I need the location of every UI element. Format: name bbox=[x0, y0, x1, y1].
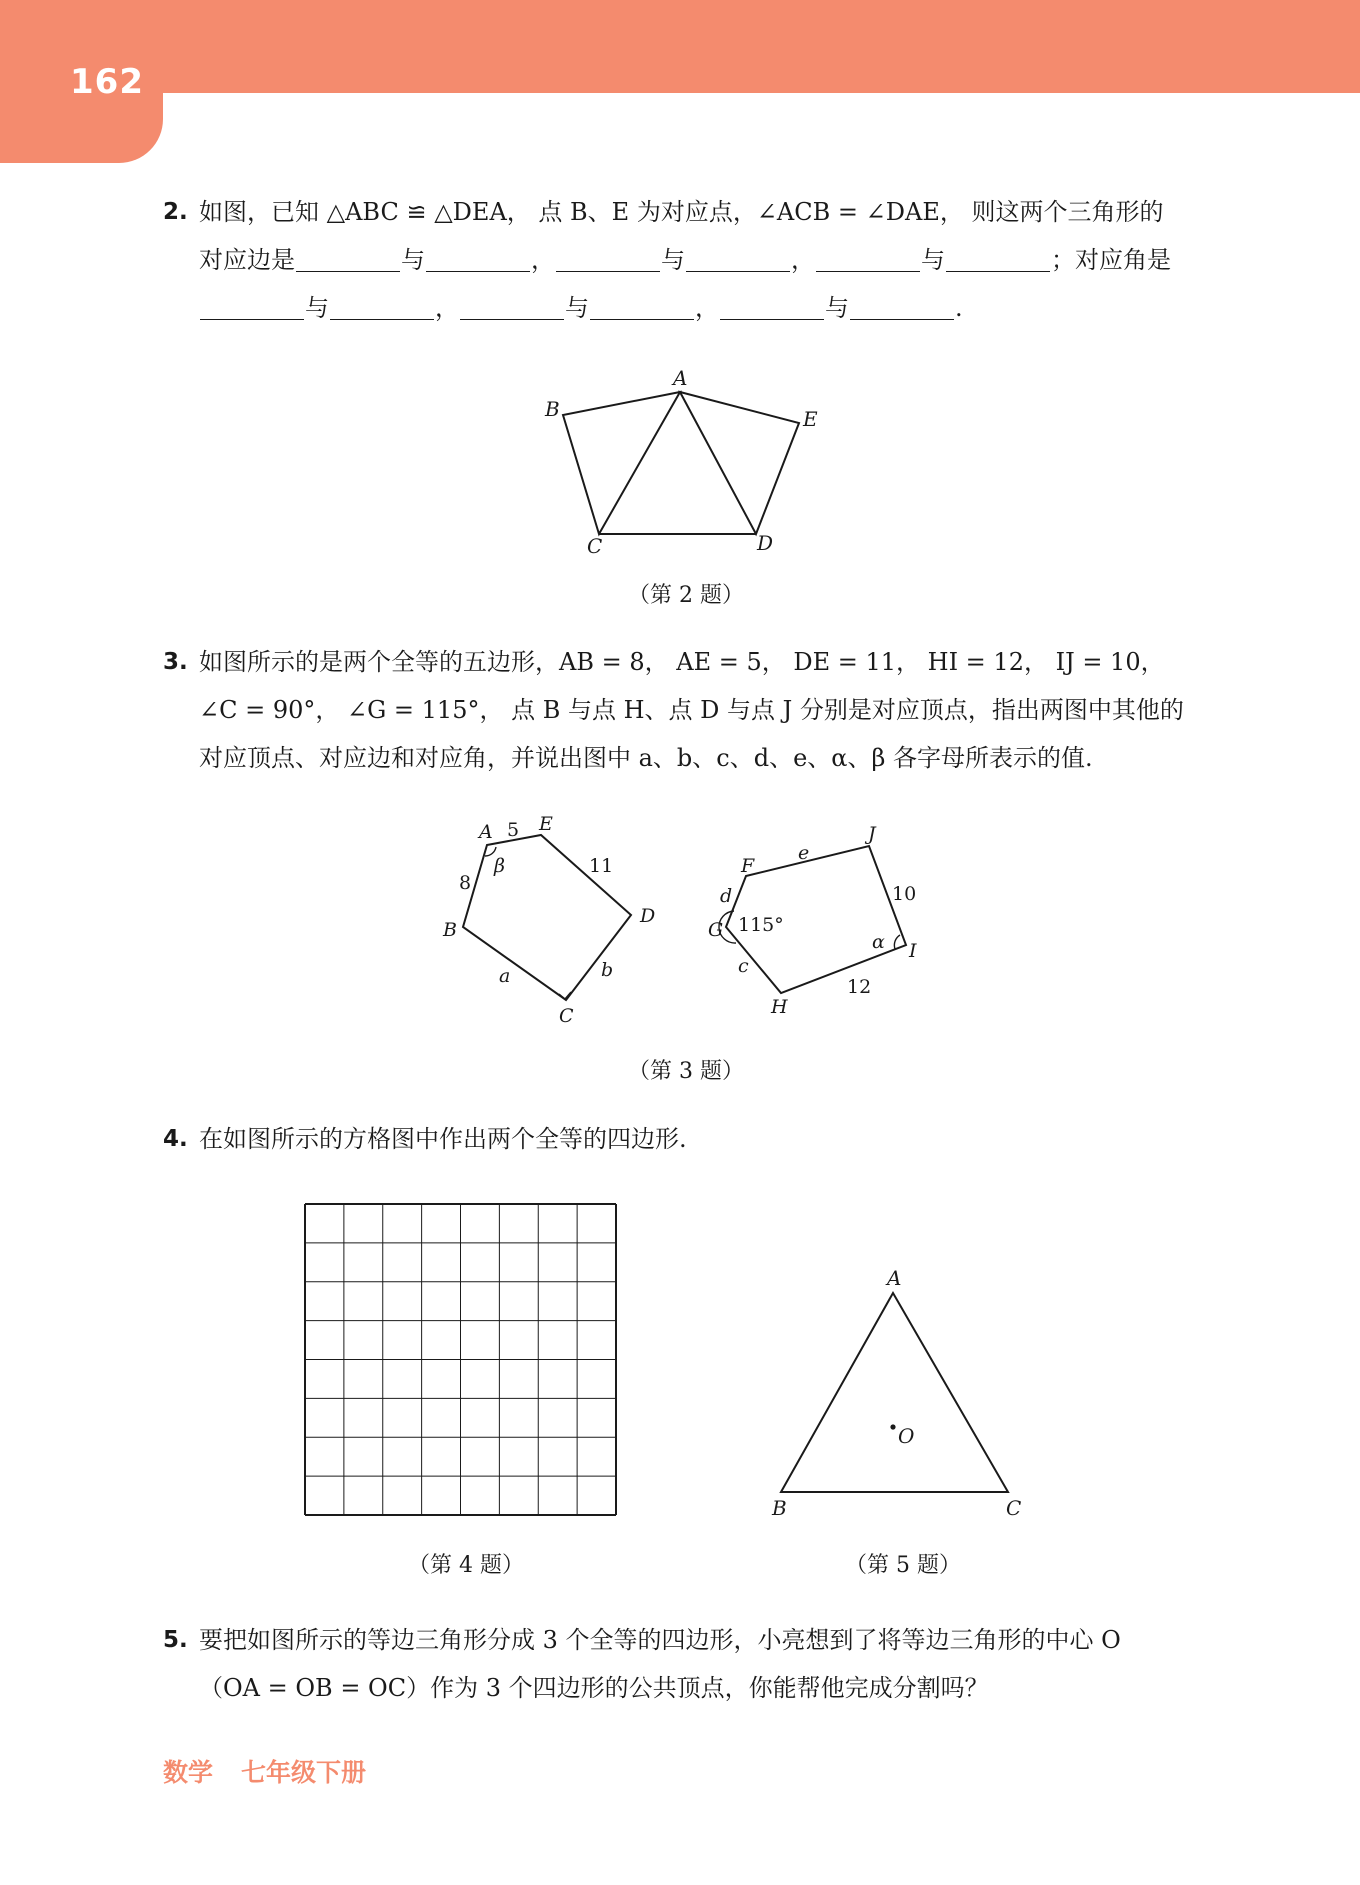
text-segment: 与 bbox=[825, 294, 849, 322]
vertex-label-d: D bbox=[757, 531, 774, 555]
side-label-a: a bbox=[499, 965, 511, 987]
problem-text-line: 要把如图所示的等边三角形分成 3 个全等的四边形，小亮想到了将等边三角形的中心 O bbox=[199, 1626, 1121, 1654]
text-segment: 与 bbox=[565, 294, 589, 322]
problem-number: 4. bbox=[163, 1126, 188, 1152]
side-label-5: 5 bbox=[507, 819, 520, 841]
problem-text-line: ∠C = 90°， ∠G = 115°， 点 B 与点 H、点 D 与点 J 分别是对应顶点，指出两图中其他的 bbox=[199, 696, 1184, 724]
figure-caption: （第 3 题） bbox=[628, 1059, 744, 1084]
text-segment: ， bbox=[435, 294, 459, 322]
footer-book-title bbox=[163, 1753, 366, 1789]
text-segment: . bbox=[955, 294, 963, 322]
vertex-label-j: J bbox=[868, 823, 876, 845]
figure-caption: （第 5 题） bbox=[845, 1553, 961, 1578]
vertex-label-a: A bbox=[673, 366, 688, 390]
problem-number: 3. bbox=[163, 649, 188, 675]
side-label-d: d bbox=[720, 885, 733, 907]
vertex-label-b: B bbox=[772, 1496, 787, 1520]
problem-text-line: 如图所示的是两个全等的五边形，AB = 8， AE = 5， DE = 11， HI = 12， IJ = 10， bbox=[199, 648, 1165, 676]
text-segment: ， bbox=[531, 246, 555, 274]
vertex-label-c: C bbox=[559, 1005, 574, 1027]
text-segment: 对应角是 bbox=[1075, 246, 1171, 274]
vertex-label-c: C bbox=[587, 534, 603, 558]
text-segment: 对应边是 bbox=[199, 246, 295, 274]
text-segment: 与 bbox=[401, 246, 425, 274]
side-label-e: e bbox=[798, 842, 810, 864]
problem-text-line: （OA = OB = OC）作为 3 个四边形的公共顶点，你能帮他完成分割吗？ bbox=[199, 1674, 989, 1702]
problem-text-line: 在如图所示的方格图中作出两个全等的四边形. bbox=[199, 1125, 687, 1153]
vertex-label-a: A bbox=[479, 821, 493, 843]
equilateral-triangle bbox=[781, 1293, 1008, 1492]
center-point-o bbox=[890, 1424, 895, 1429]
text-segment: 与 bbox=[661, 246, 685, 274]
figure-caption: （第 4 题） bbox=[408, 1553, 524, 1578]
problem-number: 5. bbox=[163, 1627, 188, 1653]
vertex-label-c: C bbox=[1006, 1496, 1022, 1520]
text-segment: 与 bbox=[921, 246, 945, 274]
vertex-label-e: E bbox=[803, 407, 818, 431]
side-label-c: c bbox=[738, 955, 749, 977]
vertex-label-b: B bbox=[443, 919, 457, 941]
vertex-label-e: E bbox=[539, 813, 553, 835]
text-segment: ， bbox=[791, 246, 815, 274]
text-segment: 与 bbox=[305, 294, 329, 322]
footer-grade: 七年级下册 bbox=[241, 1758, 367, 1787]
side-label-b: b bbox=[601, 959, 614, 981]
vertex-label-i: I bbox=[909, 940, 917, 962]
vertex-label-f: F bbox=[741, 855, 755, 877]
angle-label-115: 115° bbox=[738, 914, 784, 936]
angle-label-alpha: α bbox=[872, 931, 885, 953]
figure-caption: （第 2 题） bbox=[628, 583, 744, 608]
side-label-10: 10 bbox=[892, 883, 917, 905]
problem-text-line: 对应顶点、对应边和对应角，并说出图中 a、b、c、d、e、α、β 各字母所表示的值. bbox=[199, 744, 1093, 772]
center-label-o: O bbox=[898, 1424, 915, 1448]
text-segment: ， bbox=[695, 294, 719, 322]
vertex-label-a: A bbox=[887, 1266, 902, 1290]
angle-label-beta: β bbox=[494, 855, 505, 877]
vertex-label-d: D bbox=[640, 905, 656, 927]
problem-text-line: 如图，已知 △ABC ≌ △DEA， 点 B、E 为对应点，∠ACB = ∠DAE， 则这两个三角形的 bbox=[199, 198, 1164, 226]
vertex-label-g: G bbox=[708, 919, 724, 941]
page-number: 162 bbox=[70, 62, 144, 102]
vertex-label-h: H bbox=[771, 996, 788, 1018]
problem-number: 2. bbox=[163, 199, 188, 225]
vertex-label-b: B bbox=[545, 397, 560, 421]
footer-subject: 数学 bbox=[163, 1758, 214, 1787]
problem-5 bbox=[163, 1616, 1203, 1716]
side-label-12: 12 bbox=[847, 976, 872, 998]
text-segment: ； bbox=[1051, 246, 1075, 274]
side-label-11: 11 bbox=[589, 855, 614, 877]
side-label-8: 8 bbox=[459, 872, 472, 894]
